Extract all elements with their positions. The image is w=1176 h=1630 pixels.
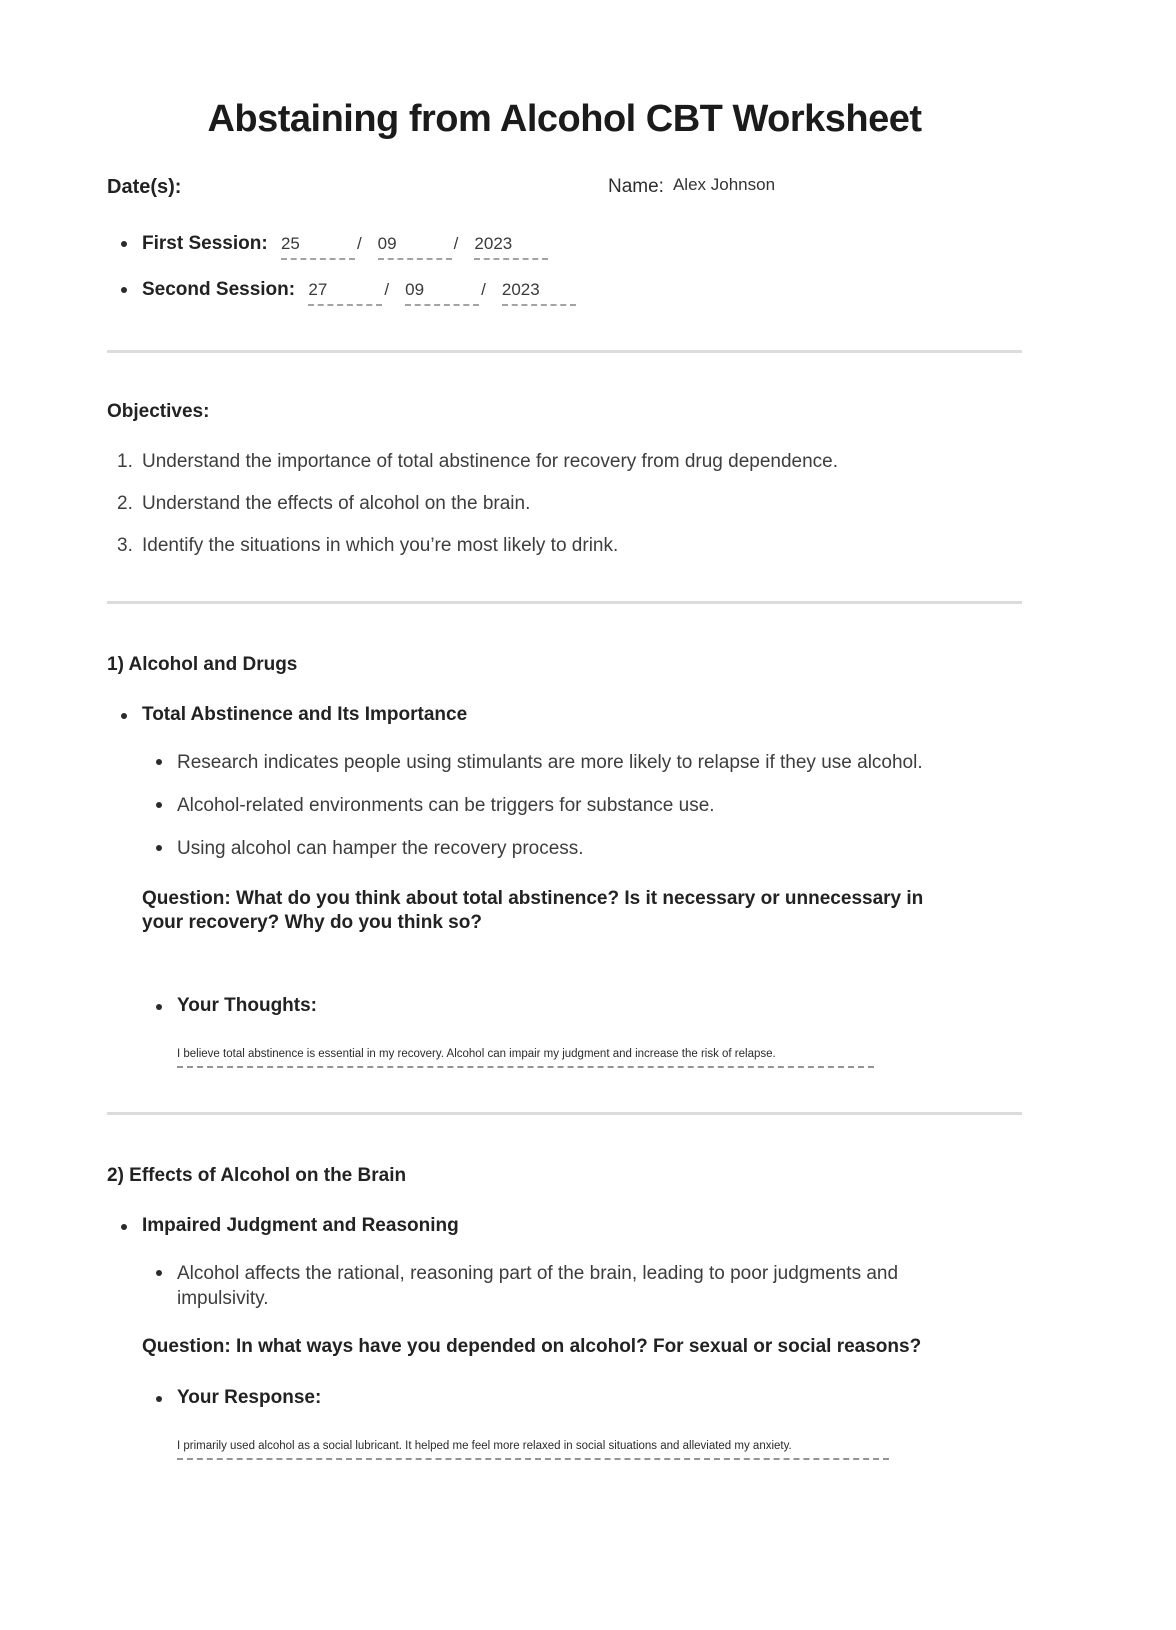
response-label bbox=[107, 1387, 1022, 1409]
objective-number: 2. bbox=[117, 493, 133, 514]
date-separator: / bbox=[356, 234, 362, 253]
subheading-text: Impaired Judgment and Reasoning bbox=[142, 1215, 459, 1236]
session-label: First Session: bbox=[142, 233, 268, 254]
section-divider bbox=[107, 1112, 1022, 1115]
session-year-field[interactable]: 2023 bbox=[474, 232, 548, 260]
subheading-text: Total Abstinence and Its Importance bbox=[142, 704, 468, 725]
objective-item bbox=[107, 535, 1022, 557]
session-year-field[interactable]: 2023 bbox=[502, 278, 576, 306]
name-value-field[interactable]: Alex Johnson bbox=[672, 175, 776, 194]
bullet-text: Alcohol affects the rational, reasoning part of the brain, leading to poor judgments and impulsivity. bbox=[177, 1263, 899, 1309]
thoughts-label-text: Your Thoughts: bbox=[177, 995, 318, 1016]
section-1-heading: 1) Alcohol and Drugs bbox=[107, 654, 298, 675]
date-separator: / bbox=[384, 280, 390, 299]
session-month-field[interactable]: 09 bbox=[378, 232, 452, 260]
bullet-dot bbox=[156, 759, 162, 765]
bullet-dot bbox=[121, 287, 127, 293]
header-row bbox=[107, 176, 1022, 202]
name-label: Name: bbox=[608, 176, 664, 197]
session-day-field[interactable]: 27 bbox=[308, 278, 382, 306]
dates-label: Date(s): bbox=[107, 176, 182, 198]
thoughts-label bbox=[107, 995, 1022, 1017]
bullet-dot bbox=[156, 802, 162, 808]
bullet-dot bbox=[156, 1396, 162, 1402]
bullet-text: Research indicates people using stimulants are more likely to relapse if they use alcohol. bbox=[177, 752, 923, 773]
objective-text: Understand the effects of alcohol on the brain. bbox=[142, 493, 531, 514]
objective-item bbox=[107, 451, 1022, 473]
objectives-list bbox=[107, 451, 1022, 557]
bullet-dot bbox=[121, 241, 127, 247]
objectives-heading: Objectives: bbox=[107, 401, 210, 422]
bullet-item bbox=[107, 793, 967, 818]
objective-text: Understand the importance of total abstinence for recovery from drug dependence. bbox=[142, 451, 839, 472]
section-divider bbox=[107, 350, 1022, 353]
bullet-dot bbox=[156, 1004, 162, 1010]
section-2-bullet-list bbox=[107, 1261, 1022, 1311]
bullet-dot bbox=[156, 845, 162, 851]
bullet-item bbox=[107, 750, 967, 775]
section-1-subheading bbox=[107, 704, 1022, 726]
date-separator: / bbox=[481, 280, 486, 299]
objective-item bbox=[107, 493, 1022, 515]
page-title: Abstaining from Alcohol CBT Worksheet bbox=[207, 98, 922, 140]
name-block bbox=[608, 176, 775, 198]
objective-number: 1. bbox=[117, 451, 133, 472]
bullet-text: Alcohol-related environments can be triggers for substance use. bbox=[177, 795, 715, 816]
section-1-bullet-list bbox=[107, 750, 1022, 861]
session-month-field[interactable]: 09 bbox=[405, 278, 479, 306]
bullet-dot bbox=[156, 1270, 162, 1276]
section-2-question: Question: In what ways have you depended on alcohol? For sexual or social reasons? bbox=[142, 1336, 922, 1357]
section-2-subheading bbox=[107, 1215, 1022, 1237]
objective-text: Identify the situations in which you’re most likely to drink. bbox=[142, 535, 619, 556]
section-2-heading: 2) Effects of Alcohol on the Brain bbox=[107, 1165, 407, 1186]
date-separator: / bbox=[453, 234, 459, 253]
response-answer-field[interactable]: I primarily used alcohol as a social lubricant. It helped me feel more relaxed in social situations and alleviated my anxiety. bbox=[177, 1439, 889, 1460]
session-list bbox=[107, 232, 1022, 306]
bullet-dot bbox=[121, 1224, 127, 1230]
bullet-item bbox=[107, 836, 967, 861]
objective-number: 3. bbox=[117, 535, 133, 556]
bullet-dot bbox=[121, 713, 127, 719]
section-divider bbox=[107, 601, 1022, 604]
section-1-question: Question: What do you think about total abstinence? Is it necessary or unnecessary in your recovery? Why do you think so? bbox=[142, 888, 924, 933]
session-day-field[interactable]: 25 bbox=[281, 232, 355, 260]
thoughts-answer-field[interactable]: I believe total abstinence is essential in my recovery. Alcohol can impair my judgment and increase the risk of relapse. bbox=[177, 1047, 874, 1068]
session-label: Second Session: bbox=[142, 279, 296, 300]
bullet-text: Using alcohol can hamper the recovery process. bbox=[177, 838, 584, 859]
session-row-second bbox=[107, 278, 1022, 306]
bullet-item bbox=[107, 1261, 967, 1311]
response-label-text: Your Response: bbox=[177, 1387, 322, 1408]
session-row-first bbox=[107, 232, 1022, 260]
